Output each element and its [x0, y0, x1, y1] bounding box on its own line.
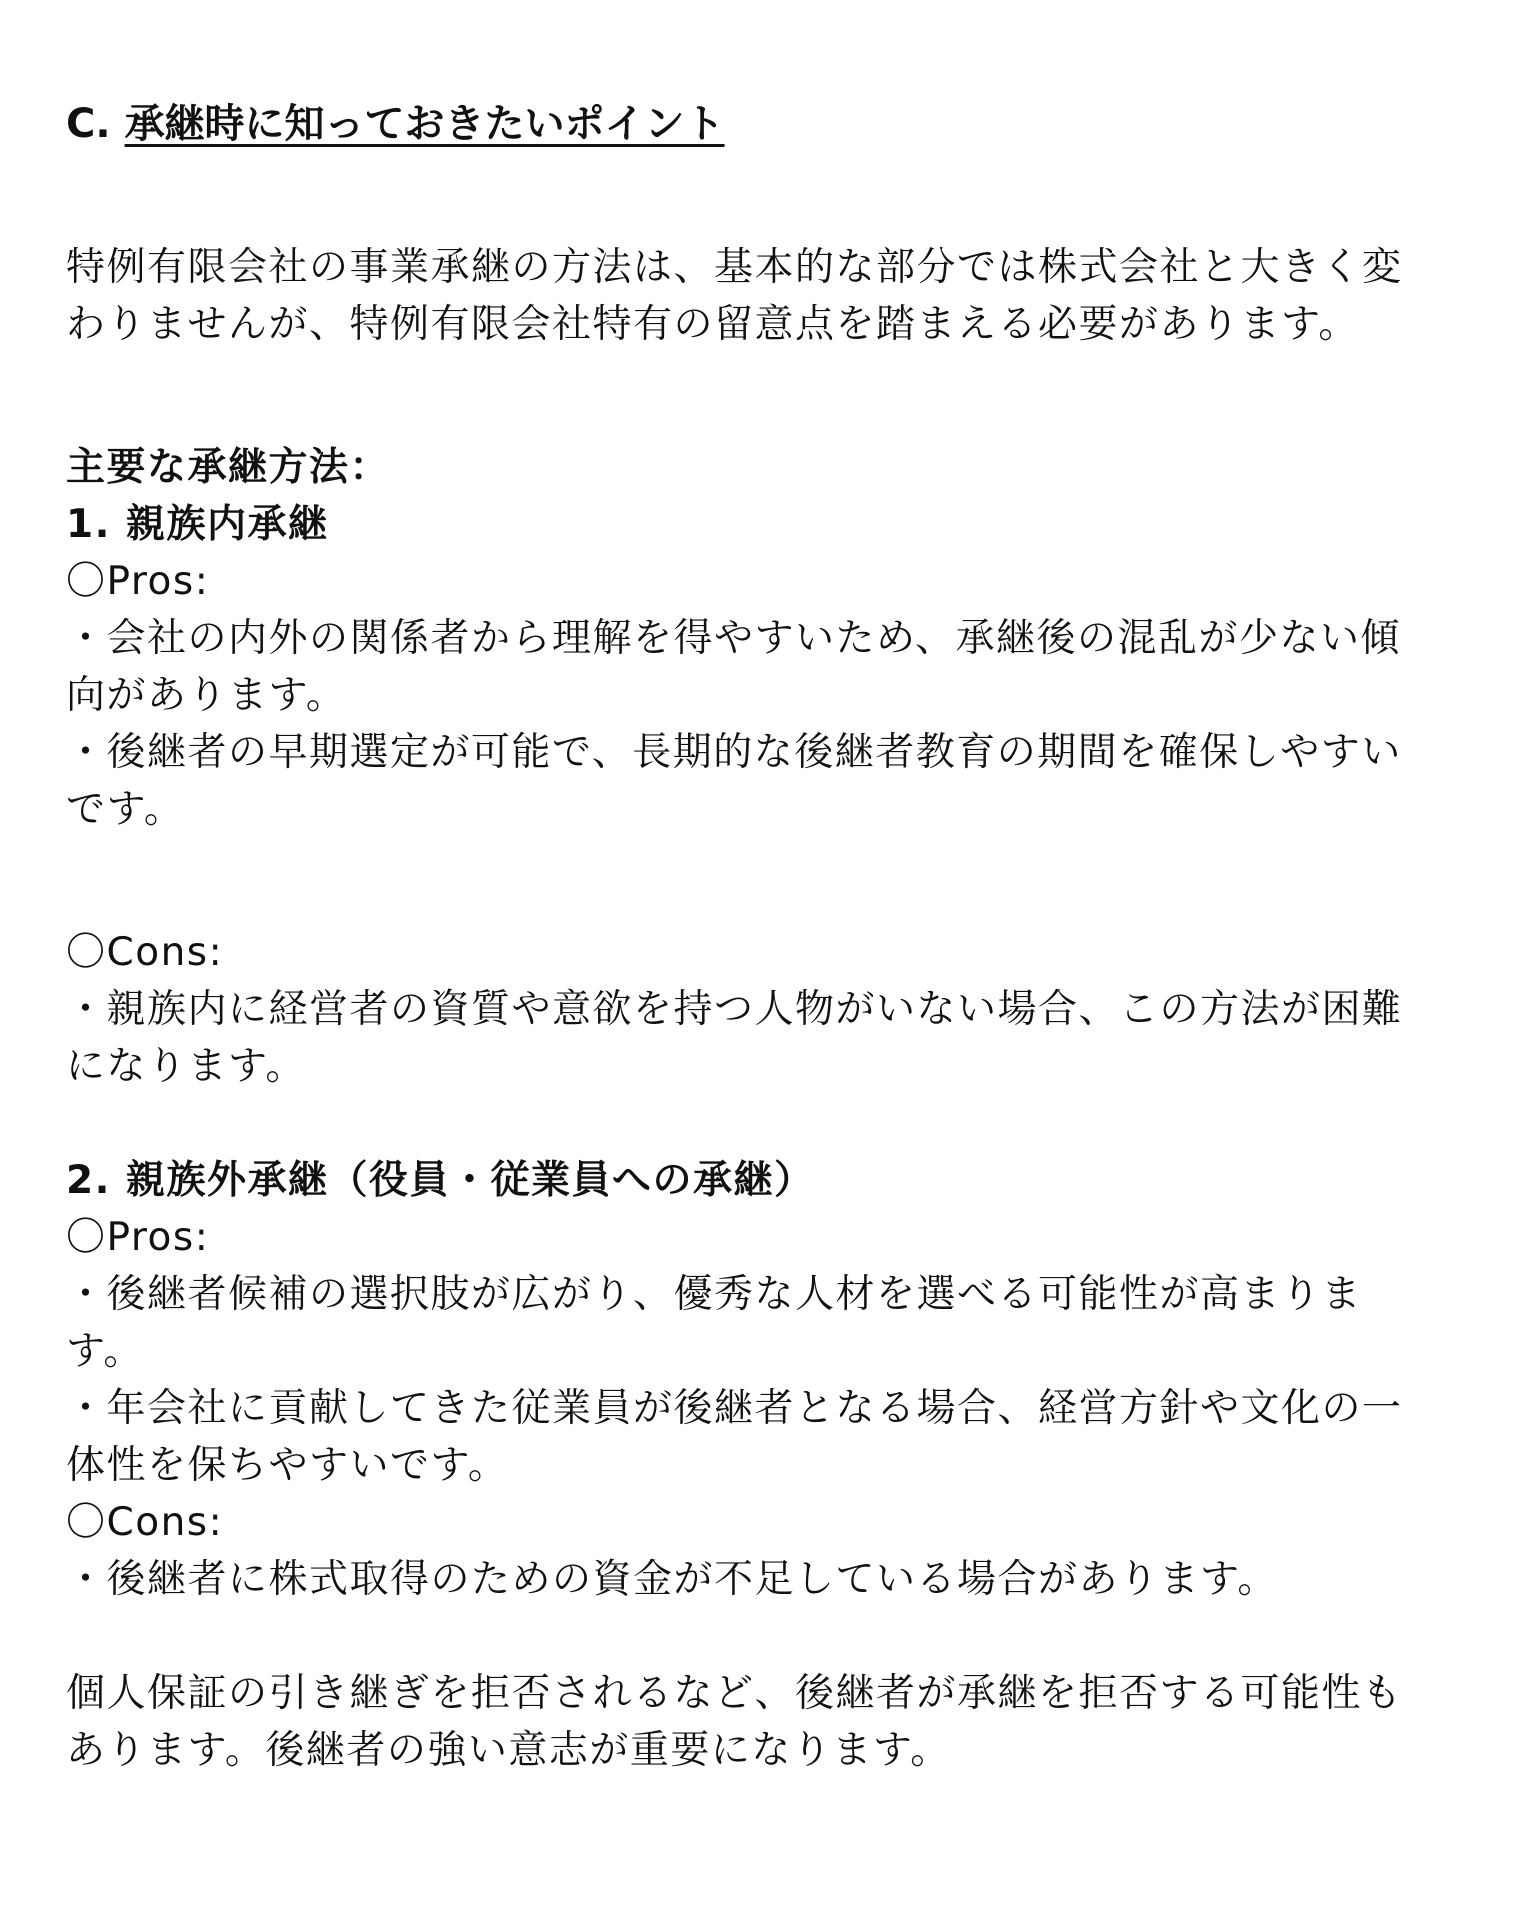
method-2-pros-line: ・後継者候補の選択肢が広がり、優秀な人材を選べる可能性が高まりま [66, 1272, 1363, 1317]
method-2-title: 2. 親族外承継（役員・従業員への承継） [66, 1158, 815, 1203]
method-2-cons-line: ・後継者に株式取得のための資金が不足している場合があります。 [66, 1557, 1278, 1602]
method-2-pros-line: ・年会社に貢献してきた従業員が後継者となる場合、経営方針や文化の一 [66, 1386, 1403, 1431]
method-1-pros-line: 向があります。 [66, 673, 347, 718]
section-title: 承継時に知っておきたいポイント [124, 101, 725, 147]
closing-line: 個人保証の引き継ぎを拒否されるなど、後継者が承継を拒否する可能性も [66, 1671, 1403, 1716]
method-2-pros-line: す。 [66, 1329, 144, 1374]
method-1-pros-line: です。 [66, 787, 185, 832]
method-1-pros-line: ・会社の内外の関係者から理解を得やすいため、承継後の混乱が少ない傾 [66, 616, 1401, 661]
document-body [66, 96, 1486, 1779]
closing-line: あります。後継者の強い意志が重要になります。 [66, 1728, 951, 1773]
method-1-pros-label: 〇Pros: [66, 559, 210, 604]
method-1-cons-label: 〇Cons: [66, 930, 224, 975]
methods-heading: 主要な承継方法： [66, 445, 391, 490]
method-1-cons-line: ・親族内に経営者の資質や意欲を持つ人物がいない場合、この方法が困難 [66, 987, 1403, 1032]
method-1-title: 1. 親族内承継 [66, 502, 329, 547]
method-1 [66, 496, 1486, 1095]
section-letter: C. [66, 101, 111, 147]
intro-line: 特例有限会社の事業承継の方法は、基本的な部分では株式会社と大きく変 [66, 245, 1403, 290]
section-heading [66, 96, 1486, 153]
intro-paragraph [66, 239, 1486, 353]
method-1-cons-line: になります。 [66, 1044, 306, 1089]
method-2-cons-label: 〇Cons: [66, 1500, 224, 1545]
intro-line: わりませんが、特例有限会社特有の留意点を踏まえる必要があります。 [66, 302, 1359, 347]
method-2-pros-line: 体性を保ちやすいです。 [66, 1443, 509, 1488]
method-2-pros-label: 〇Pros: [66, 1215, 210, 1260]
method-2 [66, 1152, 1486, 1608]
closing-paragraph [66, 1665, 1486, 1779]
method-1-pros-line: ・後継者の早期選定が可能で、長期的な後継者教育の期間を確保しやすい [66, 730, 1402, 775]
